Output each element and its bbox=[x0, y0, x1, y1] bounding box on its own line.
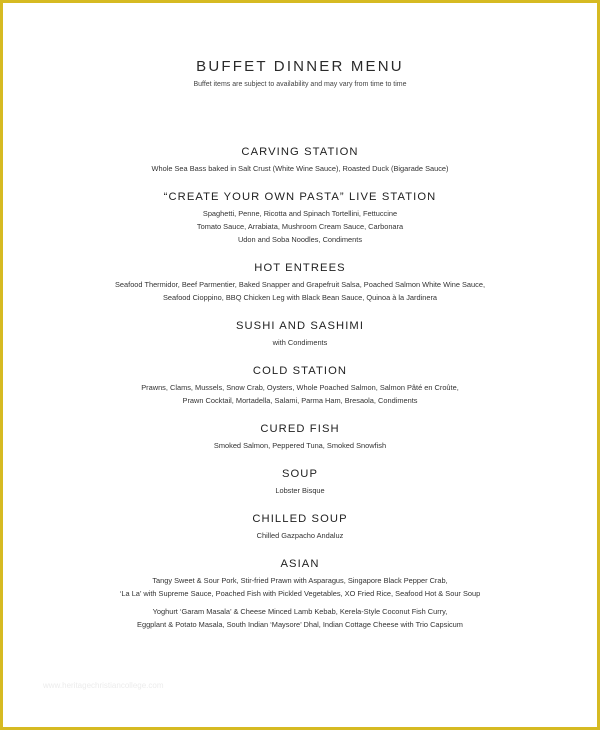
menu-title: BUFFET DINNER MENU bbox=[196, 58, 404, 75]
section-heading: SOUP bbox=[281, 468, 319, 480]
section-hot-entrees bbox=[3, 262, 597, 304]
section-heading: CURED FISH bbox=[260, 423, 340, 435]
section-line: ‘La La’ with Supreme Sauce, Poached Fish with Pickled Vegetables, XO Fried Rice, Seafood Hot & Sour Soup bbox=[119, 589, 481, 598]
section-line: Prawns, Clams, Mussels, Snow Crab, Oysters, Whole Poached Salmon, Salmon Pâté en Croûte, bbox=[141, 383, 459, 392]
menu-page bbox=[3, 3, 597, 727]
section-line: Tangy Sweet & Sour Pork, Stir-fried Prawn with Asparagus, Singapore Black Pepper Crab, bbox=[152, 576, 448, 585]
section-line: Eggplant & Potato Masala, South Indian ‘Maysore’ Dhal, Indian Cottage Cheese with Trio Capsicum bbox=[137, 620, 463, 629]
section-line: Chilled Gazpacho Andaluz bbox=[256, 531, 344, 540]
section-heading: CHILLED SOUP bbox=[252, 513, 348, 525]
section-line: Tomato Sauce, Arrabiata, Mushroom Cream Sauce, Carbonara bbox=[196, 222, 404, 231]
section-line: Smoked Salmon, Peppered Tuna, Smoked Snowfish bbox=[213, 441, 387, 450]
section-line: Whole Sea Bass baked in Salt Crust (White Wine Sauce), Roasted Duck (Bigarade Sauce) bbox=[151, 164, 449, 173]
section-line: Seafood Thermidor, Beef Parmentier, Baked Snapper and Grapefruit Salsa, Poached Salmon White Wine Sauce, bbox=[114, 280, 485, 289]
section-cured-fish bbox=[3, 423, 597, 452]
section-carving-station bbox=[3, 146, 597, 175]
section-line: Spaghetti, Penne, Ricotta and Spinach Tortellini, Fettuccine bbox=[202, 209, 398, 218]
section-line: Yoghurt ‘Garam Masala’ & Cheese Minced Lamb Kebab, Kerela-Style Coconut Fish Curry, bbox=[152, 607, 448, 616]
section-pasta-live-station bbox=[3, 191, 597, 246]
menu-subtitle: Buffet items are subject to availability and may vary from time to time bbox=[193, 81, 407, 88]
menu-sections bbox=[3, 146, 597, 647]
section-cold-station bbox=[3, 365, 597, 407]
section-heading: ASIAN bbox=[280, 558, 320, 570]
section-heading: CARVING STATION bbox=[241, 146, 359, 158]
section-chilled-soup bbox=[3, 513, 597, 542]
section-heading: “CREATE YOUR OWN PASTA” LIVE STATION bbox=[163, 191, 437, 203]
watermark-text: www.heritagechristiancollege.com bbox=[43, 681, 164, 690]
section-line: Prawn Cocktail, Mortadella, Salami, Parma Ham, Bresaola, Condiments bbox=[182, 396, 418, 405]
section-line: with Condiments bbox=[272, 338, 328, 347]
section-line: Seafood Cioppino, BBQ Chicken Leg with Black Bean Sauce, Quinoa à la Jardinera bbox=[162, 293, 438, 302]
section-line: Lobster Bisque bbox=[275, 486, 325, 495]
section-heading: COLD STATION bbox=[252, 365, 348, 377]
section-heading: HOT ENTREES bbox=[254, 262, 346, 274]
section-asian bbox=[3, 558, 597, 631]
section-heading: SUSHI AND SASHIMI bbox=[235, 320, 365, 332]
section-sushi-sashimi bbox=[3, 320, 597, 349]
section-soup bbox=[3, 468, 597, 497]
section-line: Udon and Soba Noodles, Condiments bbox=[237, 235, 363, 244]
